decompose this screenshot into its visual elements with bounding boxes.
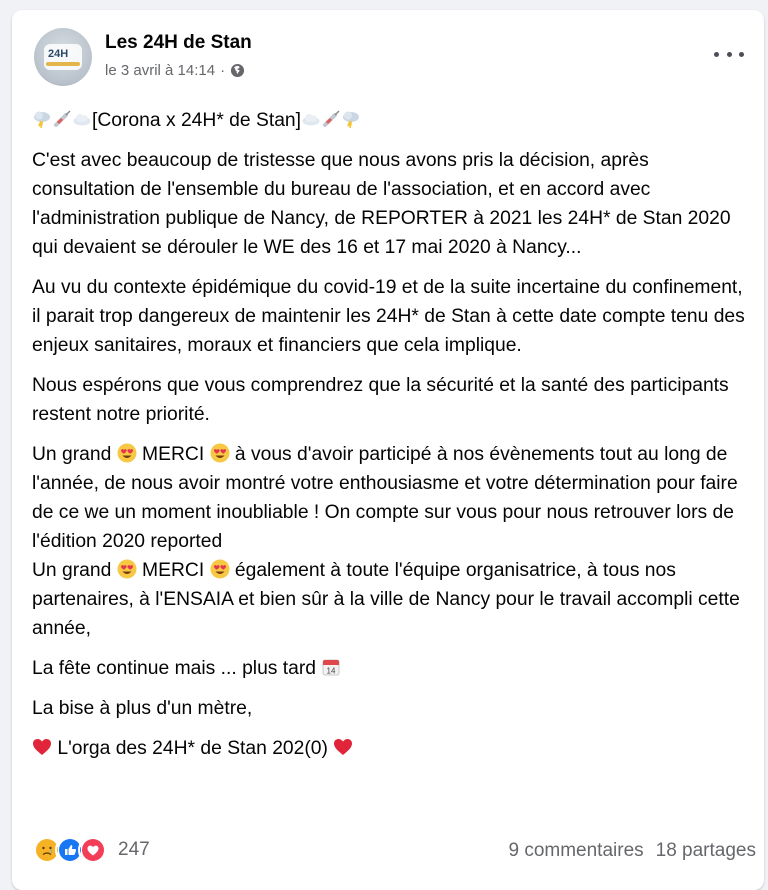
red-heart-icon <box>333 737 353 757</box>
post-headline-line <box>32 106 756 135</box>
post-meta <box>105 62 245 79</box>
post-paragraph: Au vu du contexte épidémique du covid-19 et de la suite incertaine du confinement, il parait trop dangereux de maintenir les 24H* de Stan à cette date compte tenu des enjeux sanitaires, moraux et financiers que cela implique. <box>32 277 745 356</box>
page-name-link[interactable]: Les 24H de Stan <box>105 32 252 53</box>
post-footer <box>32 832 756 866</box>
more-options-button[interactable] <box>714 42 744 66</box>
merci-word: MERCI <box>136 560 210 581</box>
post-headline: [Corona x 24H* de Stan] <box>92 110 302 131</box>
post-paragraph: Nous espérons que vous comprendrez que la sécurité et la santé des participants restent notre priorité. <box>32 375 729 425</box>
meta-separator: · <box>220 62 226 79</box>
post-paragraph: La bise à plus d'un mètre, <box>32 698 253 719</box>
merci-word: MERCI <box>136 444 210 465</box>
heart-eyes-emoji-icon <box>117 559 137 579</box>
reaction-count: 247 <box>118 839 150 860</box>
cloud-icon <box>72 109 92 129</box>
cloud-icon <box>301 109 321 129</box>
post-signature-line <box>32 734 756 763</box>
merci-before: Un grand <box>32 560 117 581</box>
post-paragraph-merci <box>32 440 756 643</box>
avatar-logo-text: 24H <box>48 48 69 60</box>
post-header <box>34 28 754 88</box>
comments-count-link[interactable]: 9 commentaires <box>508 840 644 861</box>
reactions-summary[interactable] <box>32 836 150 864</box>
love-reaction-icon <box>78 835 108 865</box>
post-timestamp[interactable]: le 3 avril à 14:14 <box>105 62 216 79</box>
rain-cloud-icon <box>341 109 361 129</box>
post-body <box>32 106 756 774</box>
more-dot-icon <box>714 52 719 57</box>
heart-eyes-emoji-icon <box>210 443 230 463</box>
merci-after: à vous d'avoir participé à nos évènements tout au long de l'année, de nous avoir montré votre enthousiasme et votre détermination pour faire de ce we un moment inoubliable ! On compte sur vous pour nous retrouver lors de l'édition 2020 reported <box>32 444 738 552</box>
svg-text:14: 14 <box>326 666 336 676</box>
post-paragraph-fete <box>32 654 756 683</box>
globe-icon[interactable] <box>230 63 245 78</box>
page-avatar[interactable] <box>34 28 92 86</box>
merci-before: Un grand <box>32 444 117 465</box>
shares-count-link[interactable]: 18 partages <box>655 840 756 861</box>
syringe-icon <box>321 109 341 129</box>
post-card <box>12 10 764 890</box>
post-stats <box>508 840 756 862</box>
heart-eyes-emoji-icon <box>210 559 230 579</box>
post-paragraph: C'est avec beaucoup de tristesse que nous avons pris la décision, après consultation de l'ensemble du bureau de l'association, et en accord avec l'administration publique de Nancy, de REPORTER à 2021 les 24H* de Stan 2020 qui devaient se dérouler le WE des 16 et 17 mai 2020 à Nancy... <box>32 150 731 258</box>
avatar-logo-bar <box>46 62 80 66</box>
merci-after: également à toute l'équipe organisatrice, à tous nos partenaires, à l'ENSAIA et bien sûr à la ville de Nancy pour le travail accompli cette année, <box>32 560 740 639</box>
red-heart-icon <box>32 737 52 757</box>
syringe-icon <box>52 109 72 129</box>
fete-text: La fête continue mais ... plus tard <box>32 658 322 679</box>
more-dot-icon <box>739 52 744 57</box>
more-dot-icon <box>727 52 732 57</box>
heart-eyes-emoji-icon <box>117 443 137 463</box>
rain-cloud-icon <box>32 109 52 129</box>
signature-text: L'orga des 24H* de Stan 202(0) <box>52 738 334 759</box>
calendar-icon <box>321 657 341 677</box>
